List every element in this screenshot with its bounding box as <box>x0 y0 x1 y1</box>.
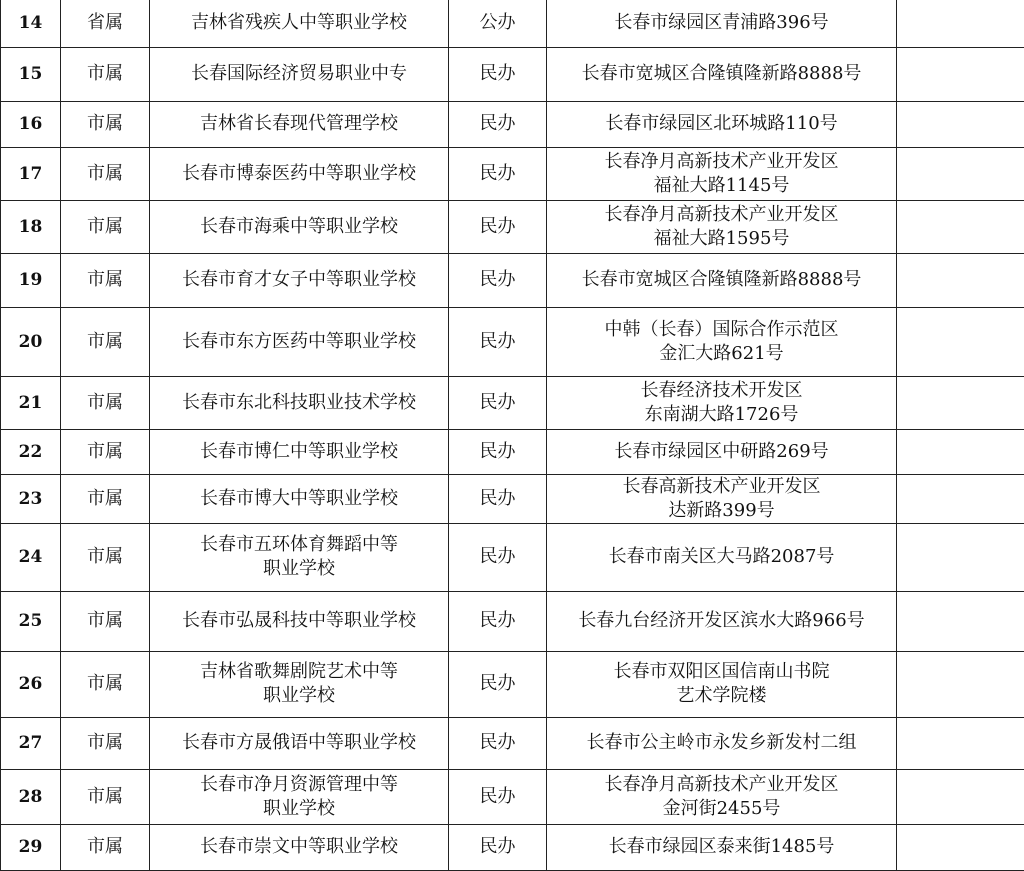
school-name-cell: 长春市净月资源管理中等 职业学校 <box>150 769 449 824</box>
affiliation-cell: 市属 <box>61 429 150 474</box>
school-name-cell: 吉林省长春现代管理学校 <box>150 101 449 147</box>
school-name-cell: 长春市育才女子中等职业学校 <box>150 253 449 307</box>
address-cell: 长春净月高新技术产业开发区 福祉大路1595号 <box>547 200 897 253</box>
address-cell: 长春市南关区大马路2087号 <box>547 523 897 591</box>
remarks-cell <box>897 717 1024 769</box>
address-cell: 长春市绿园区青浦路396号 <box>547 0 897 47</box>
address-cell: 长春九台经济开发区滨水大路966号 <box>547 591 897 651</box>
table-row <box>1 376 1024 429</box>
ownership-cell: 民办 <box>449 253 547 307</box>
table-row <box>1 651 1024 717</box>
remarks-cell <box>897 0 1024 47</box>
affiliation-cell: 市属 <box>61 307 150 376</box>
address-cell: 长春市绿园区中研路269号 <box>547 429 897 474</box>
address-cell: 长春净月高新技术产业开发区 福祉大路1145号 <box>547 147 897 200</box>
remarks-cell <box>897 474 1024 523</box>
row-number: 25 <box>1 591 61 651</box>
school-name-cell: 长春市崇文中等职业学校 <box>150 824 449 870</box>
row-number: 23 <box>1 474 61 523</box>
row-number: 28 <box>1 769 61 824</box>
school-name-cell: 吉林省残疾人中等职业学校 <box>150 0 449 47</box>
affiliation-cell: 市属 <box>61 824 150 870</box>
address-cell: 长春市绿园区北环城路110号 <box>547 101 897 147</box>
remarks-cell <box>897 429 1024 474</box>
school-name-cell: 长春国际经济贸易职业中专 <box>150 47 449 101</box>
ownership-cell: 民办 <box>449 147 547 200</box>
ownership-cell: 民办 <box>449 101 547 147</box>
row-number: 17 <box>1 147 61 200</box>
row-number: 29 <box>1 824 61 870</box>
address-cell: 长春市宽城区合隆镇隆新路8888号 <box>547 253 897 307</box>
affiliation-cell: 市属 <box>61 651 150 717</box>
row-number: 18 <box>1 200 61 253</box>
table-row <box>1 769 1024 824</box>
ownership-cell: 民办 <box>449 651 547 717</box>
row-number: 27 <box>1 717 61 769</box>
ownership-cell: 民办 <box>449 717 547 769</box>
table-row <box>1 824 1024 870</box>
school-name-cell: 长春市弘晟科技中等职业学校 <box>150 591 449 651</box>
remarks-cell <box>897 591 1024 651</box>
school-name-cell: 吉林省歌舞剧院艺术中等 职业学校 <box>150 651 449 717</box>
remarks-cell <box>897 307 1024 376</box>
remarks-cell <box>897 47 1024 101</box>
row-number: 19 <box>1 253 61 307</box>
ownership-cell: 民办 <box>449 429 547 474</box>
school-name-cell: 长春市方晟俄语中等职业学校 <box>150 717 449 769</box>
table-row <box>1 717 1024 769</box>
affiliation-cell: 市属 <box>61 101 150 147</box>
ownership-cell: 民办 <box>449 591 547 651</box>
row-number: 22 <box>1 429 61 474</box>
ownership-cell: 公办 <box>449 0 547 47</box>
row-number: 24 <box>1 523 61 591</box>
remarks-cell <box>897 651 1024 717</box>
school-name-cell: 长春市东北科技职业技术学校 <box>150 376 449 429</box>
school-name-cell: 长春市东方医药中等职业学校 <box>150 307 449 376</box>
affiliation-cell: 市属 <box>61 253 150 307</box>
school-name-cell: 长春市海乘中等职业学校 <box>150 200 449 253</box>
address-cell: 中韩（长春）国际合作示范区 金汇大路621号 <box>547 307 897 376</box>
remarks-cell <box>897 824 1024 870</box>
table-row <box>1 307 1024 376</box>
ownership-cell: 民办 <box>449 376 547 429</box>
affiliation-cell: 省属 <box>61 0 150 47</box>
table-row <box>1 101 1024 147</box>
table-row <box>1 523 1024 591</box>
affiliation-cell: 市属 <box>61 474 150 523</box>
affiliation-cell: 市属 <box>61 523 150 591</box>
row-number: 16 <box>1 101 61 147</box>
affiliation-cell: 市属 <box>61 200 150 253</box>
address-cell: 长春市宽城区合隆镇隆新路8888号 <box>547 47 897 101</box>
remarks-cell <box>897 101 1024 147</box>
table-row <box>1 429 1024 474</box>
affiliation-cell: 市属 <box>61 147 150 200</box>
affiliation-cell: 市属 <box>61 717 150 769</box>
ownership-cell: 民办 <box>449 200 547 253</box>
row-number: 14 <box>1 0 61 47</box>
table-row <box>1 147 1024 200</box>
affiliation-cell: 市属 <box>61 376 150 429</box>
table-row <box>1 474 1024 523</box>
school-name-cell: 长春市博仁中等职业学校 <box>150 429 449 474</box>
address-cell: 长春经济技术开发区 东南湖大路1726号 <box>547 376 897 429</box>
table-row <box>1 200 1024 253</box>
remarks-cell <box>897 769 1024 824</box>
row-number: 21 <box>1 376 61 429</box>
ownership-cell: 民办 <box>449 523 547 591</box>
address-cell: 长春市公主岭市永发乡新发村二组 <box>547 717 897 769</box>
affiliation-cell: 市属 <box>61 769 150 824</box>
ownership-cell: 民办 <box>449 474 547 523</box>
ownership-cell: 民办 <box>449 769 547 824</box>
affiliation-cell: 市属 <box>61 591 150 651</box>
address-cell: 长春市双阳区国信南山书院 艺术学院楼 <box>547 651 897 717</box>
remarks-cell <box>897 523 1024 591</box>
remarks-cell <box>897 376 1024 429</box>
table-row <box>1 591 1024 651</box>
remarks-cell <box>897 147 1024 200</box>
row-number: 26 <box>1 651 61 717</box>
address-cell: 长春市绿园区泰来街1485号 <box>547 824 897 870</box>
ownership-cell: 民办 <box>449 47 547 101</box>
school-name-cell: 长春市五环体育舞蹈中等 职业学校 <box>150 523 449 591</box>
ownership-cell: 民办 <box>449 307 547 376</box>
row-number: 15 <box>1 47 61 101</box>
table-row <box>1 47 1024 101</box>
affiliation-cell: 市属 <box>61 47 150 101</box>
table-row <box>1 0 1024 47</box>
remarks-cell <box>897 253 1024 307</box>
table-row <box>1 253 1024 307</box>
school-table-body <box>1 0 1024 870</box>
remarks-cell <box>897 200 1024 253</box>
school-name-cell: 长春市博泰医药中等职业学校 <box>150 147 449 200</box>
address-cell: 长春高新技术产业开发区 达新路399号 <box>547 474 897 523</box>
address-cell: 长春净月高新技术产业开发区 金河街2455号 <box>547 769 897 824</box>
school-name-cell: 长春市博大中等职业学校 <box>150 474 449 523</box>
ownership-cell: 民办 <box>449 824 547 870</box>
row-number: 20 <box>1 307 61 376</box>
